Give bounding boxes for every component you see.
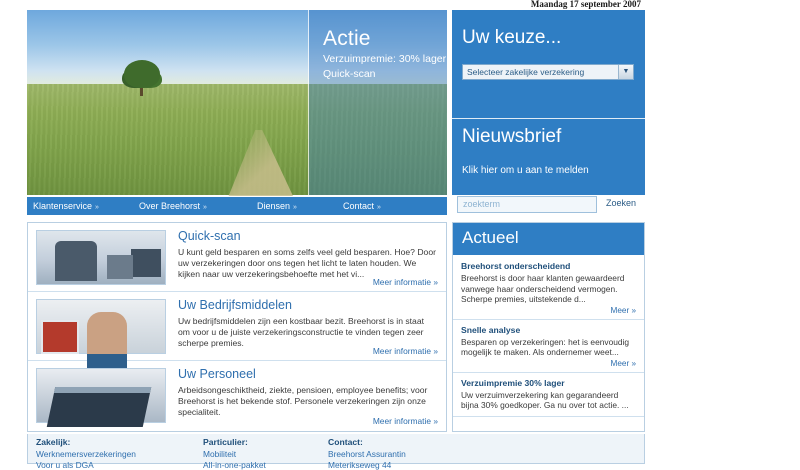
site-footer: [27, 434, 645, 464]
footer-heading: Zakelijk:: [36, 437, 196, 447]
news-body: Breehorst is door haar klanten gewaardeerd vanwege haar onderscheidend vermogen. Scherpe premies, uitstekende d...: [461, 273, 636, 305]
article-more-link[interactable]: Meer informatie »: [373, 277, 438, 287]
actueel-panel: [452, 222, 645, 432]
current-date: Maandag 17 september 2007: [531, 0, 641, 9]
search-input[interactable]: zoekterm: [457, 196, 597, 213]
panel-divider: [452, 118, 645, 119]
news-more-link[interactable]: Meer »: [461, 306, 636, 315]
hero-promo-line-2: Quick-scan: [323, 68, 376, 80]
footer-link[interactable]: Meterikseweg 44: [328, 460, 478, 470]
footer-link[interactable]: Mobiliteit: [203, 449, 323, 460]
footer-link[interactable]: Breehorst Assurantin: [328, 449, 478, 460]
news-body: Uw verzuimverzekering kan gegarandeerd bijna 30% goedkoper. Ga nu over tot actie. ...: [461, 390, 636, 411]
insurance-select[interactable]: [462, 64, 634, 80]
footer-column-contact: [328, 437, 478, 470]
news-item[interactable]: [453, 373, 644, 417]
news-title: Snelle analyse: [461, 325, 636, 335]
search-area: [452, 196, 645, 215]
main-navigation: [27, 196, 447, 215]
footer-column-zakelijk: [36, 437, 196, 470]
article-item[interactable]: [28, 361, 446, 430]
article-body: U kunt geld besparen en soms zelfs veel geld besparen. Hoe? Door uw verzekeringen door ons tegen het licht te laten houden. We kijken naar uw verzekeringsbehoefte met het vi...: [178, 247, 436, 280]
chevron-down-icon[interactable]: ▼: [618, 65, 633, 79]
nav-label-over-breehorst: Over Breehorst: [139, 201, 200, 211]
nav-item-diensen[interactable]: [257, 201, 297, 211]
article-more-link[interactable]: Meer informatie »: [373, 346, 438, 356]
news-more-link[interactable]: Meer »: [461, 359, 636, 368]
actueel-title: Actueel: [453, 223, 644, 248]
news-body: Besparen op verzekeringen: het is eenvoudig mogelijk te maken. Als ondernemer weet...: [461, 337, 636, 358]
article-thumbnail-personeel: [36, 368, 166, 423]
hero-promo-line-1: Verzuimpremie: 30% lager: [323, 53, 446, 65]
chevron-right-icon: »: [377, 204, 381, 211]
article-item[interactable]: [28, 223, 446, 292]
footer-column-particulier: [203, 437, 323, 470]
hero-tree-crown: [124, 60, 160, 88]
nav-item-klantenservice[interactable]: [33, 201, 99, 211]
newsletter-signup-link[interactable]: Klik hier om u aan te melden: [462, 165, 589, 176]
footer-link[interactable]: Voor u als DGA: [36, 460, 196, 470]
article-body: Uw bedrijfsmiddelen zijn een kostbaar bezit. Breehorst is in staat om voor u de juiste verzekeringsconstructie te vinden tegen zeer scherpe premies.: [178, 316, 436, 349]
nav-label-klantenservice: Klantenservice: [33, 201, 92, 211]
article-item[interactable]: [28, 292, 446, 361]
nieuwsbrief-title: Nieuwsbrief: [462, 126, 561, 148]
news-title: Verzuimpremie 30% lager: [461, 378, 636, 388]
insurance-select-value: Selecteer zakelijke verzekering: [467, 67, 584, 77]
page-right-gutter: [646, 0, 800, 464]
article-title[interactable]: Uw Personeel: [178, 367, 256, 381]
news-item[interactable]: [453, 256, 644, 320]
article-thumbnail-bedrijfsmiddelen: [36, 299, 166, 354]
footer-link[interactable]: All-in-one-pakket: [203, 460, 323, 470]
article-title[interactable]: Quick-scan: [178, 229, 241, 243]
chevron-right-icon: »: [293, 204, 297, 211]
hero-promo-overlay[interactable]: [309, 10, 447, 195]
uw-keuze-title: Uw keuze...: [462, 27, 561, 49]
hero-title: Actie: [323, 27, 371, 51]
nav-item-over-breehorst[interactable]: [139, 201, 207, 211]
nav-label-contact: Contact: [343, 201, 374, 211]
date-bar: [0, 0, 645, 10]
chevron-right-icon: »: [95, 204, 99, 211]
article-title[interactable]: Uw Bedrijfsmiddelen: [178, 298, 292, 312]
footer-heading: Particulier:: [203, 437, 323, 447]
hero-banner[interactable]: [27, 10, 447, 195]
nav-item-contact[interactable]: [343, 201, 381, 211]
nav-label-diensen: Diensen: [257, 201, 290, 211]
news-item[interactable]: [453, 320, 644, 373]
actueel-header: [453, 223, 644, 256]
right-blue-panel: [452, 10, 645, 195]
news-title: Breehorst onderscheidend: [461, 261, 636, 271]
article-thumbnail-quickscan: [36, 230, 166, 285]
search-button[interactable]: Zoeken: [606, 198, 636, 208]
article-list: [27, 222, 447, 432]
article-more-link[interactable]: Meer informatie »: [373, 416, 438, 426]
footer-heading: Contact:: [328, 437, 478, 447]
footer-link[interactable]: Werknemersverzekeringen: [36, 449, 196, 460]
article-body: Arbeidsongeschiktheid, ziekte, pensioen, employee benefits; voor Breehorst is het bekende stof. Personele verzekeringen zijn onze specialiteit.: [178, 385, 436, 418]
chevron-right-icon: »: [203, 204, 207, 211]
footer-column-extra: [483, 437, 638, 439]
